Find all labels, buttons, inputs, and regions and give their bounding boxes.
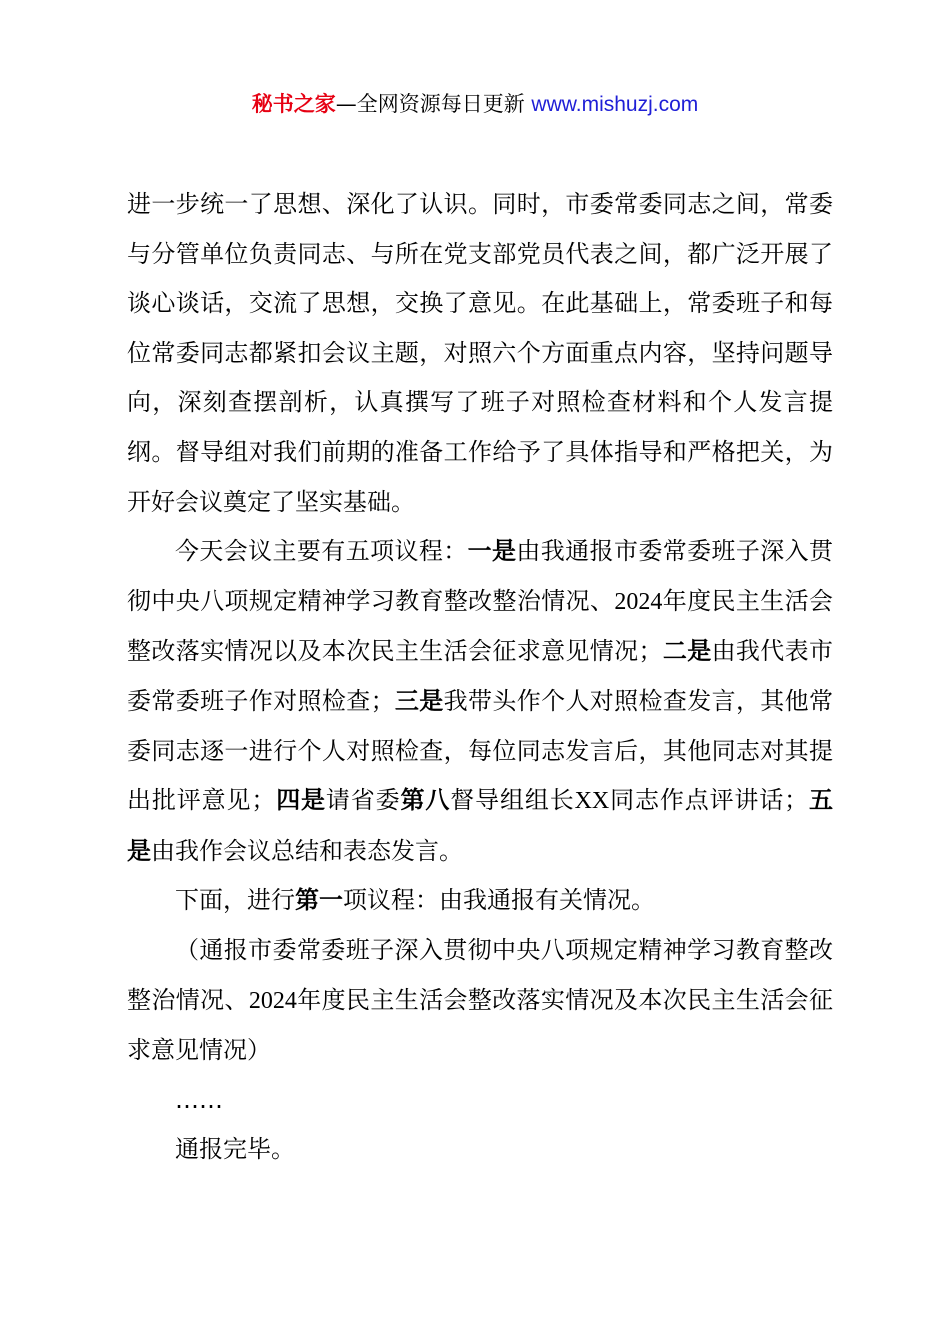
placeholder-name: XX [574,788,610,815]
report-note-text-cont: 年度民主生活会整改落实情况及本次民主生活会征求意见情况） [127,985,834,1065]
brand-name: 秘书之家 [251,92,336,116]
agenda-item-1-text: 由我通报市委常委班子深入贯彻中央八项规定精神学习教育整改整治情况、 [127,537,834,615]
site-header [0,88,950,121]
agenda-item-2-label: 二是 [662,637,712,666]
site-url: www.mishuzj.com [531,93,699,116]
agenda-intro: 今天会议主要有五项议程： [175,537,468,566]
supervision-group-number: 第八 [400,786,451,815]
agenda-item-1-label: 一是 [467,537,517,566]
agenda-item-4-text: 请省委 [325,786,401,815]
header-slogan: —全网资源每日更新 [335,92,532,116]
report-note-text: （通报市委常委班子深入贯彻中央八项规定精神学习教育整改整治情况、 [127,935,833,1014]
agenda-item-5-text: 由我作会议总结和表态发言。 [151,836,463,865]
agenda-item-3-text: 我带头作个人对照检查发言，其他常委同志逐一进行个人对照检查，每位同志发言后，其他同志对其提出批评意见； [127,686,834,815]
paragraph-1: 进一步统一了思想、深化了认识。同时，市委常委同志之间，常委与分管单位负责同志、与所在党支部党员代表之间，都广泛开展了谈心谈话，交流了思想，交换了意见。在此基础上，常委班子和每位常委同志都紧扣会议主题，对照六个方面重点内容，坚持问题导向，深刻查摆剖析，认真撰写了班子对照检查材料和个人发言提纲。督导组对我们前期的准备工作给予了具体指导和严格把关，为开好会议奠定了坚实基础。 [127,190,833,516]
year-number: 2024 [614,588,663,615]
agenda-item-4-label: 四是 [275,786,326,815]
document-body [127,180,833,1175]
paragraph-report-note [127,926,833,1076]
report-year-number: 2024 [248,987,297,1014]
paragraph-ellipsis: …… [175,1085,223,1114]
first-item-label: 第一 [295,886,343,915]
paragraph-report-end: 通报完毕。 [175,1135,295,1164]
agenda-item-3-label: 三是 [394,686,444,715]
agenda-item-4-text-end: 同志作点评讲话； [609,786,809,815]
paragraph-agenda [127,527,833,876]
agenda-item-4-text-cont: 督导组组长 [450,786,575,815]
paragraph-first-item [127,876,833,926]
first-item-text: 项议程：由我通报有关情况。 [343,886,655,915]
agenda-item-5-label: 五是 [127,786,834,865]
agenda-item-2-text: 由我代表市委常委班子作对照检查； [127,637,834,715]
agenda-item-1-text-cont: 年度民主生活会整改落实情况以及本次民主生活会征求意见情况； [127,586,833,666]
first-item-intro: 下面，进行 [175,886,295,915]
